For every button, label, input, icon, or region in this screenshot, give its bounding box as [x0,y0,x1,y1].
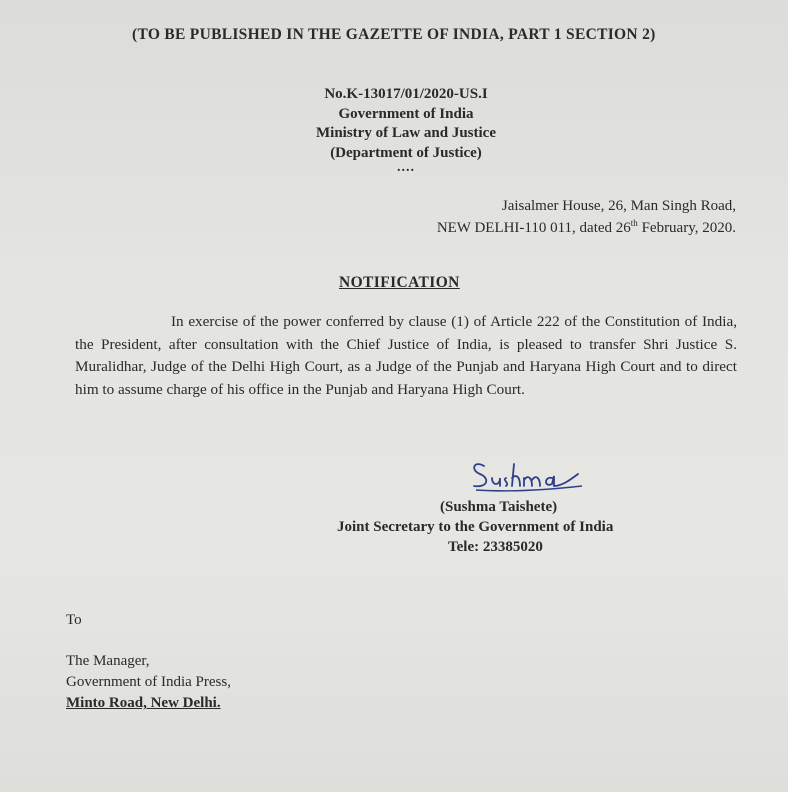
notification-title: NOTIFICATION [339,274,460,291]
address-line: Jaisalmer House, 26, Man Singh Road, [501,198,736,214]
notification-body-text: In exercise of the power conferred by clause (1) of Article 222 of the Constitution of India, the President, after consultation with the Chief Justice of India, is pleased to transfer Shri Justice S. Muralidhar, Judge of the Delhi High Court, as a Judge of the Punjab and Haryana High Court and to direct him to assume charge of his office in the Punjab and Haryana High Court. [75,313,737,398]
recipient-line-1: The Manager, [66,653,150,669]
recipient-to: To [66,612,82,628]
address-city-date: NEW DELHI-110 011, dated 26 [436,220,631,236]
file-number: No.K-13017/01/2020-US.I [324,86,488,102]
address-date-line [437,218,736,237]
gazette-note: (TO BE PUBLISHED IN THE GAZETTE OF INDIA, PART 1 SECTION 2) [132,26,656,43]
address-date-rest: February, 2020. [641,220,736,236]
handwritten-signature [466,456,586,501]
ministry-name: Ministry of Law and Justice [316,125,496,141]
government-name: Government of India [338,106,474,122]
signature-graphic [466,456,586,496]
signer-designation: Joint Secretary to the Government of India [337,519,614,535]
signer-name: (Sushma Taishete) [440,499,558,515]
separator-dots: .... [397,160,415,175]
department-name: (Department of Justice) [330,145,482,161]
notification-body [75,311,737,401]
signer-tele: Tele: 23385020 [448,539,543,555]
recipient-line-2: Government of India Press, [66,674,231,690]
recipient-line-3: Minto Road, New Delhi. [66,695,221,711]
date-suffix: th [630,218,638,228]
